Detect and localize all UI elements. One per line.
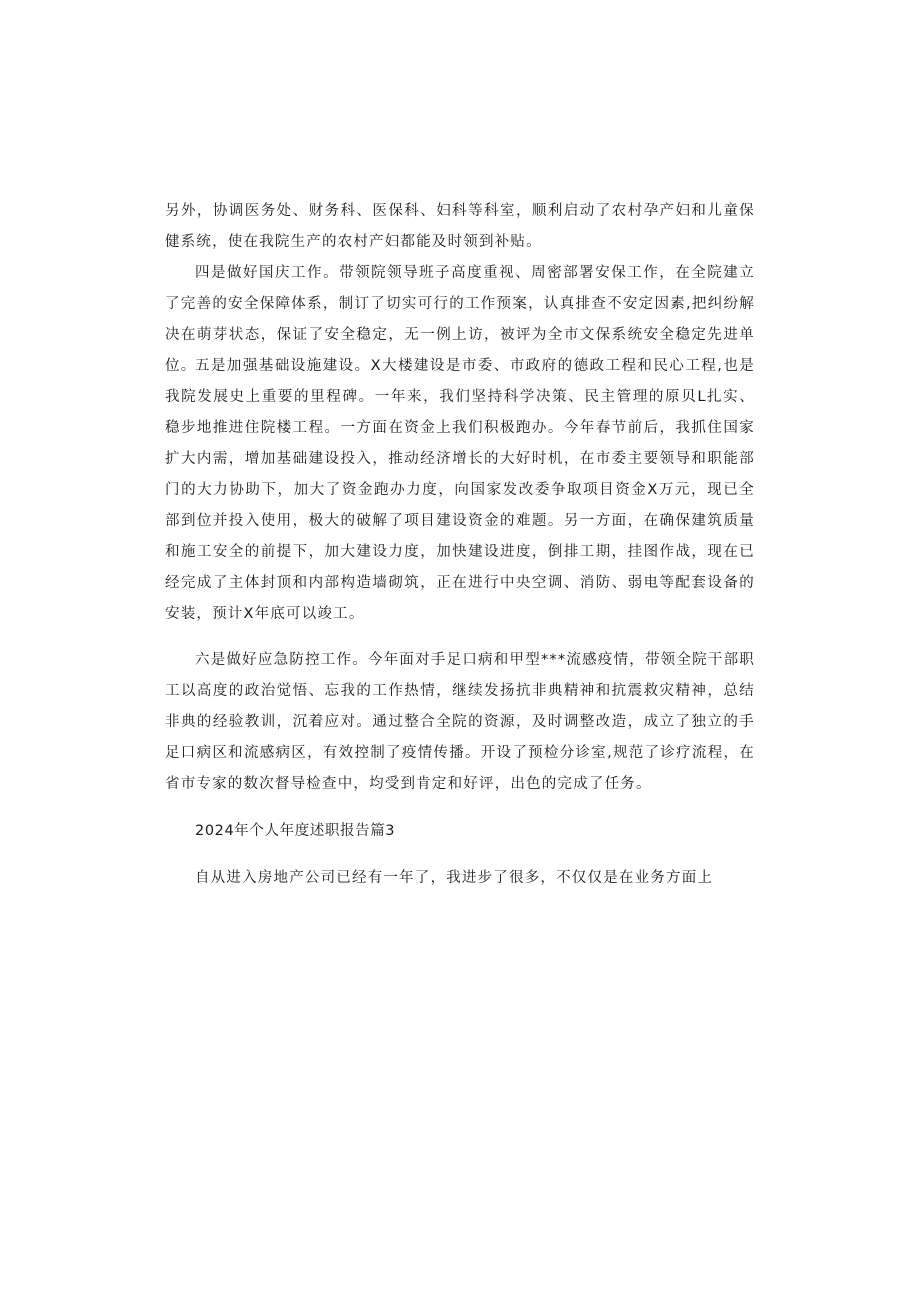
paragraph-national-day-security: 四是做好国庆工作。带领院领导班子高度重视、周密部署安保工作，在全院建立了完善的安全保障体系，制订了切实可行的工作预案，认真排查不安定因素,把纠纷解决在萌芽状态，保证了安全稳定，无一例上访，被评为全市文保系统安全稳定先进单位。 xyxy=(165,265,755,374)
section-heading: 2024年个人年度述职报告篇3 xyxy=(195,823,396,839)
paragraph-emergency-prevention: 六是做好应急防控工作。今年面对手足口病和甲型***流感疫情，带领全院干部职工以高度的政治觉悟、忘我的工作热情，继续发扬抗非典精神和抗震救灾精神，总结非典的经验教训，沉着应对。通过整合全院的资源，及时调整改造，成立了独立的手足口病区和流感病区，有效控制了疫情传播。开设了预检分诊室,规范了诊疗流程，在省市专家的数次督导检查中，均受到肯定和好评，出色的完成了任务。 xyxy=(165,652,755,792)
paragraph-real-estate-intro: 自从进入房地产公司已经有一年了，我进步了很多，不仅仅是在业务方面上 xyxy=(195,870,714,886)
paragraph-medical-coordination: 另外，协调医务处、财务科、医保科、妇科等科室，顺利启动了农村孕产妇和儿童保健系统，使在我院生产的农村产妇都能及时领到补贴。 xyxy=(165,203,755,250)
paragraph-infrastructure-construction: 五是加强基础设施建设。X大楼建设是市委、市政府的德政工程和民心工程,也是我院发展史上重要的里程碑。一年来，我们坚持科学决策、民主管理的原贝L扎实、稳步地推进住院楼工程。一方面在资金上我们积极跑办。今年春节前后，我抓住国家扩大内需，增加基础建设投入，推动经济增长的大好时机，在市委主要领导和职能部门的大力协助下，加大了资金跑办力度，向国家发改委争取项目资金X万元，现已全部到位并投入使用，极大的破解了项目建设资金的难题。另一方面，在确保建筑质量和施工安全的前提下，加大建设力度，加快建设进度，倒排工期，挂图作战，现在已经完成了主体封顶和内部构造墙砌筑，正在进行中央空调、消防、弱电等配套设备的安装，预计X年底可以竣工。 xyxy=(165,358,755,622)
